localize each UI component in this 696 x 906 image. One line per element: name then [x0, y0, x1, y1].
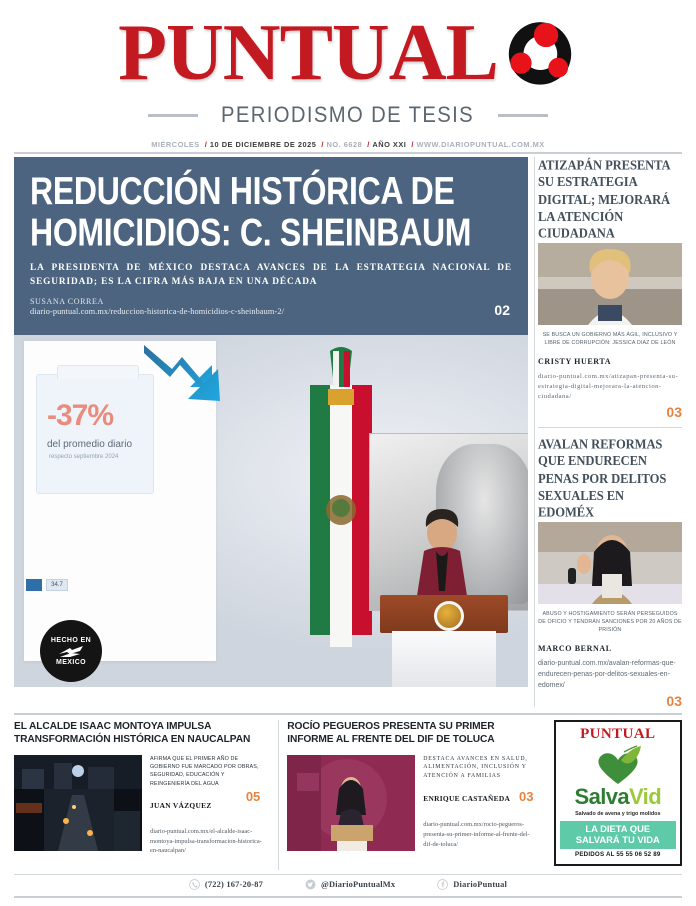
- twitter-icon: [305, 879, 316, 890]
- mexican-flag-icon: [306, 345, 374, 675]
- dateline: MIÉRCOLES / 10 DE DICIEMBRE DE 2025 / NO. 6628 / AÑO XXI / WWW.DIARIOPUNTUAL.COM.MX: [151, 140, 545, 149]
- ad-brand-part1: Salva: [574, 784, 629, 809]
- sidebar-page-2: 03: [666, 693, 682, 710]
- ad-brand-part2: Vid: [629, 784, 662, 809]
- sidebar-divider: [538, 427, 682, 428]
- sidebar-headline-1: ATIZAPÁN PRESENTA SU ESTRATEGIA DIGITAL; MEJORARÁ LA ATENCIÓN CIUDADANA: [538, 157, 671, 242]
- stat-label: del promedio diario: [47, 439, 133, 450]
- tagline-rule-right: [498, 114, 548, 117]
- lead-deck: LA PRESIDENTA DE MÉXICO DESTACA AVANCES DE LA ESTRATEGIA NACIONAL DE SEGURIDAD; ES LA CIFRA MÁS BAJA EN UNA DÉCADA: [30, 263, 512, 287]
- sidebar-caption-1: SE BUSCA UN GOBIERNO MÁS ÁGIL, INCLUSIVO Y LIBRE DE CORRUPCIÓN: JESSICA DIAZ DE LEÓN: [542, 331, 678, 346]
- dateline-site[interactable]: WWW.DIARIOPUNTUAL.COM.MX: [416, 140, 545, 149]
- stat-card-tab: [57, 365, 139, 379]
- jessica-diaz-de-leon-photo-icon: [538, 243, 682, 325]
- podium-base: [392, 631, 496, 687]
- bottom-author-1: JUAN VÁZQUEZ: [150, 801, 212, 810]
- lead-column: [14, 157, 528, 707]
- tagline-text: PERIODISMO DE TESIS: [221, 102, 475, 127]
- content-grid: [14, 157, 682, 710]
- sidebar-headline-2: AVALAN REFORMAS QUE ENDURECEN PENAS POR DELITOS SEXUALES EN EDOMÉX: [538, 436, 667, 521]
- lead-headline-block[interactable]: [14, 157, 528, 335]
- lead-author: SUSANA CORREA: [30, 297, 104, 307]
- sidebar-story-2[interactable]: [538, 436, 682, 709]
- logo-wordmark: PUNTUAL: [118, 9, 498, 97]
- dateline-issue: NO. 6628: [326, 140, 363, 149]
- mini-chart: [26, 579, 72, 595]
- bottom-caption-2: DESTACA AVANCES EN SALUD, ALIMENTACIÓN, INCLUSIÓN Y ATENCIÓN A FAMILIAS: [423, 755, 528, 780]
- lead-meta: [30, 297, 512, 319]
- badge-top-text: HECHO EN: [50, 636, 92, 644]
- ad-phone-line[interactable]: PEDIDOS AL 55 55 06 52 89: [575, 850, 661, 858]
- mini-chart-bar: [26, 579, 42, 591]
- column-divider: [534, 157, 535, 707]
- footer-item-phone[interactable]: [189, 879, 263, 890]
- bottom-headline-1: EL ALCALDE ISAAC MONTOYA IMPULSA TRANSFORMACIÓN HISTÓRICA EN NAUCALPAN: [14, 721, 251, 746]
- bottom-author-2: ENRIQUE CASTAÑEDA: [423, 794, 511, 804]
- rocio-pegueros-podium-photo-icon: [287, 755, 415, 851]
- sidebar-photo-1: [538, 243, 682, 325]
- sidebar-story-1[interactable]: [538, 157, 682, 420]
- sidebar-author-2: MARCO BERNAL: [538, 643, 612, 653]
- presentation-slide: [24, 341, 216, 661]
- footer-twitter-text: @DiarioPuntualMx: [321, 880, 396, 889]
- sidebar-photo-2: [538, 522, 682, 604]
- bottom-side-1: [150, 755, 262, 856]
- lead-page-number: 02: [494, 302, 510, 319]
- bottom-divider: [14, 713, 682, 715]
- puntual-triad-logo-icon: [502, 16, 578, 92]
- bottom-headline-2: ROCÍO PEGUEROS PRESENTA SU PRIMER INFORME AL FRENTE DEL DIF DE TOLUCA: [287, 721, 495, 746]
- footer-divider-top: [14, 874, 682, 875]
- lead-url[interactable]: diario-puntual.com.mx/reduccion-historica-de-homicidios-c-sheinbaum-2/: [30, 307, 284, 317]
- masthead-divider: [14, 152, 682, 154]
- bottom-story-1[interactable]: [14, 720, 270, 870]
- stat-value: -37%: [47, 399, 114, 432]
- footer-phone-text: (722) 167-20-87: [204, 880, 264, 889]
- ad-slogan-line2: SALVARÁ TU VIDA: [575, 833, 660, 845]
- bottom-side-2: [423, 755, 535, 851]
- bottom-page-2: 03: [519, 788, 534, 804]
- lead-photo[interactable]: [14, 335, 528, 687]
- phone-icon: [189, 879, 200, 890]
- salvavid-advertisement[interactable]: [554, 720, 683, 866]
- lead-headline: REDUCCIÓN HISTÓRICA DE HOMICIDIOS: C. SHEINBAUM: [30, 168, 472, 254]
- sidebar-url-1[interactable]: diario-puntual.com.mx/atizapan-presenta-su-estrategia-digital-mejorara-la-atencion-ciudadana/: [538, 372, 679, 401]
- footer: [0, 879, 696, 890]
- mini-chart-value: 34.7: [46, 579, 68, 591]
- ad-publisher-label: PUNTUAL: [580, 726, 656, 742]
- badge-bottom-text: MEXICO: [55, 658, 86, 666]
- wheat-heart-icon: [591, 744, 645, 786]
- national-seal-icon: [434, 601, 464, 631]
- sidebar-author-1: CRISTY HUERTA: [538, 356, 612, 366]
- naucalpan-night-roadworks-photo-icon: [14, 755, 142, 851]
- sidebar-url-2[interactable]: diario-puntual.com.mx/avalan-reformas-que-endurecen-penas-por-delitos-sexuales-en-edomex/: [538, 659, 676, 689]
- ad-slogan-band: [560, 821, 676, 849]
- bottom-photo-2: [287, 755, 415, 851]
- dateline-year: AÑO XXI: [372, 140, 407, 149]
- bottom-caption-1: AFIRMA QUE EL PRIMER AÑO DE GOBIERNO FUE MARCADO POR OBRAS, SEGURIDAD, EDUCACIÓN Y REINGENIERÍA DEL AGUA: [150, 755, 259, 787]
- masthead: [0, 0, 696, 152]
- bottom-photo-1: [14, 755, 142, 851]
- eagle-icon: [58, 645, 84, 658]
- bottom-page-1: 05: [245, 788, 261, 804]
- bottom-story-2[interactable]: [287, 720, 543, 870]
- stat-note: respecto septiembre 2024: [49, 454, 119, 460]
- footer-facebook-text: DiarioPuntual: [453, 880, 508, 889]
- bottom-url-2[interactable]: diario-puntual.com.mx/rocio-pegueros-presenta-su-primer-informe-al-frente-del-dif-de-toluca/: [423, 821, 530, 848]
- ad-subtitle: Salvado de avena y trigo molidos: [575, 811, 661, 817]
- downward-arrow-icon: [142, 343, 242, 433]
- bottom-column-divider-1: [278, 720, 279, 870]
- tagline-row: [0, 102, 696, 128]
- footer-item-facebook[interactable]: [437, 879, 507, 890]
- sidebar-page-1: 03: [666, 404, 682, 421]
- bottom-url-1[interactable]: diario-puntual.com.mx/el-alcalde-isaac-montoya-impulsa-transformacion-historica-en-naucalpan/: [150, 828, 262, 855]
- bottom-stories: [14, 720, 682, 870]
- masthead-logo[interactable]: [0, 9, 696, 97]
- legislator-press-photo-icon: [538, 522, 682, 604]
- tagline-rule-left: [148, 114, 198, 117]
- footer-divider-bottom: [14, 896, 682, 898]
- dateline-date: 10 DE DICIEMBRE DE 2025: [209, 140, 317, 149]
- stat-card: [36, 374, 154, 494]
- dateline-weekday: MIÉRCOLES: [151, 140, 200, 149]
- hecho-en-mexico-badge: [40, 620, 102, 682]
- sidebar-column: [538, 157, 682, 710]
- ad-slogan-line1: LA DIETA QUE: [585, 823, 651, 834]
- ad-brand-name: [575, 784, 662, 810]
- sidebar-caption-2: ABUSO Y HOSTIGAMIENTO SERÁN PERSEGUIDOS DE OFICIO Y TENDRÁN SANCIONES POR 20 AÑOS DE PRISIÓN: [538, 611, 682, 633]
- footer-item-twitter[interactable]: [305, 879, 395, 890]
- facebook-icon: [437, 879, 448, 890]
